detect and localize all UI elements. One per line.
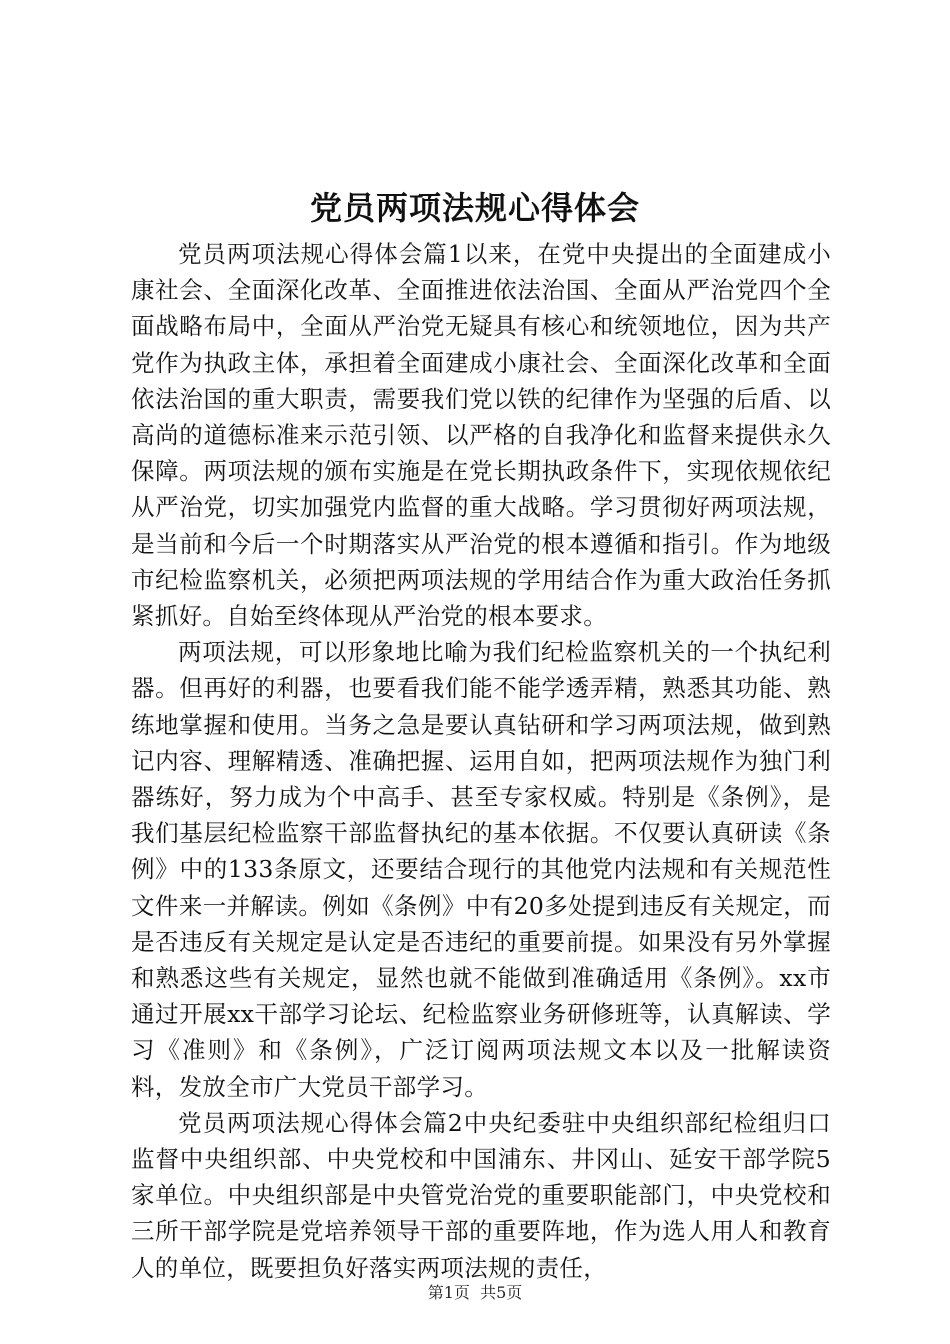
page-footer	[0, 1283, 950, 1303]
total-pages: 共5页	[480, 1283, 523, 1302]
paragraph-1: 党员两项法规心得体会篇1以来，在党中央提出的全面建成小康社会、全面深化改革、全面推进依法治国、全面从严治党四个全面战略布局中，全面从严治党无疑具有核心和统领地位，因为共产党作为执政主体，承担着全面建成小康社会、全面深化改革和全面依法治国的重大职责，需要我们党以铁的纪律作为坚强的后盾、以高尚的道德标准来示范引领、以严格的自我净化和监督来提供永久保障。两项法规的颁布实施是在党长期执政条件下，实现依规依纪从严治党，切实加强党内监督的重大战略。学习贯彻好两项法规，是当前和今后一个时期落实从严治党的根本遵循和指引。作为地级市纪检监察机关，必须把两项法规的学用结合作为重大政治任务抓紧抓好。自始至终体现从严治党的根本要求。	[131, 240, 831, 631]
paragraph-3: 党员两项法规心得体会篇2中央纪委驻中央组织部纪检组归口监督中央组织部、中央党校和中国浦东、井冈山、延安干部学院5家单位。中央组织部是中央管党治党的重要职能部门，中央党校和三所干部学院是党培养领导干部的重要阵地，作为选人用人和教育人的单位，既要担负好落实两项法规的责任，	[131, 1108, 831, 1282]
paragraph-2: 两项法规，可以形象地比喻为我们纪检监察机关的一个执纪利器。但再好的利器，也要看我们能不能学透弄精，熟悉其功能、熟练地掌握和使用。当务之急是要认真钻研和学习两项法规，做到熟记内容、理解精透、准确把握、运用自如，把两项法规作为独门利器练好，努力成为个中高手、甚至专家权威。特别是《条例》，是我们基层纪检监察干部监督执纪的基本依据。不仅要认真研读《条例》中的133条原文，还要结合现行的其他党内法规和有关规范性文件来一并解读。例如《条例》中有20多处提到违反有关规定，而是否违反有关规定是认定是否违纪的重要前提。如果没有另外掌握和熟悉这些有关规定，显然也就不能做到准确适用《条例》。xx市通过开展xx干部学习论坛、纪检监察业务研修班等，认真解读、学习《准则》和《条例》，广泛订阅两项法规文本以及一批解读资料，发放全市广大党员干部学习。	[131, 638, 831, 1101]
document-body	[131, 236, 831, 1286]
page-number: 第1页	[427, 1283, 470, 1302]
document-title: 党员两项法规心得体会	[309, 189, 640, 227]
